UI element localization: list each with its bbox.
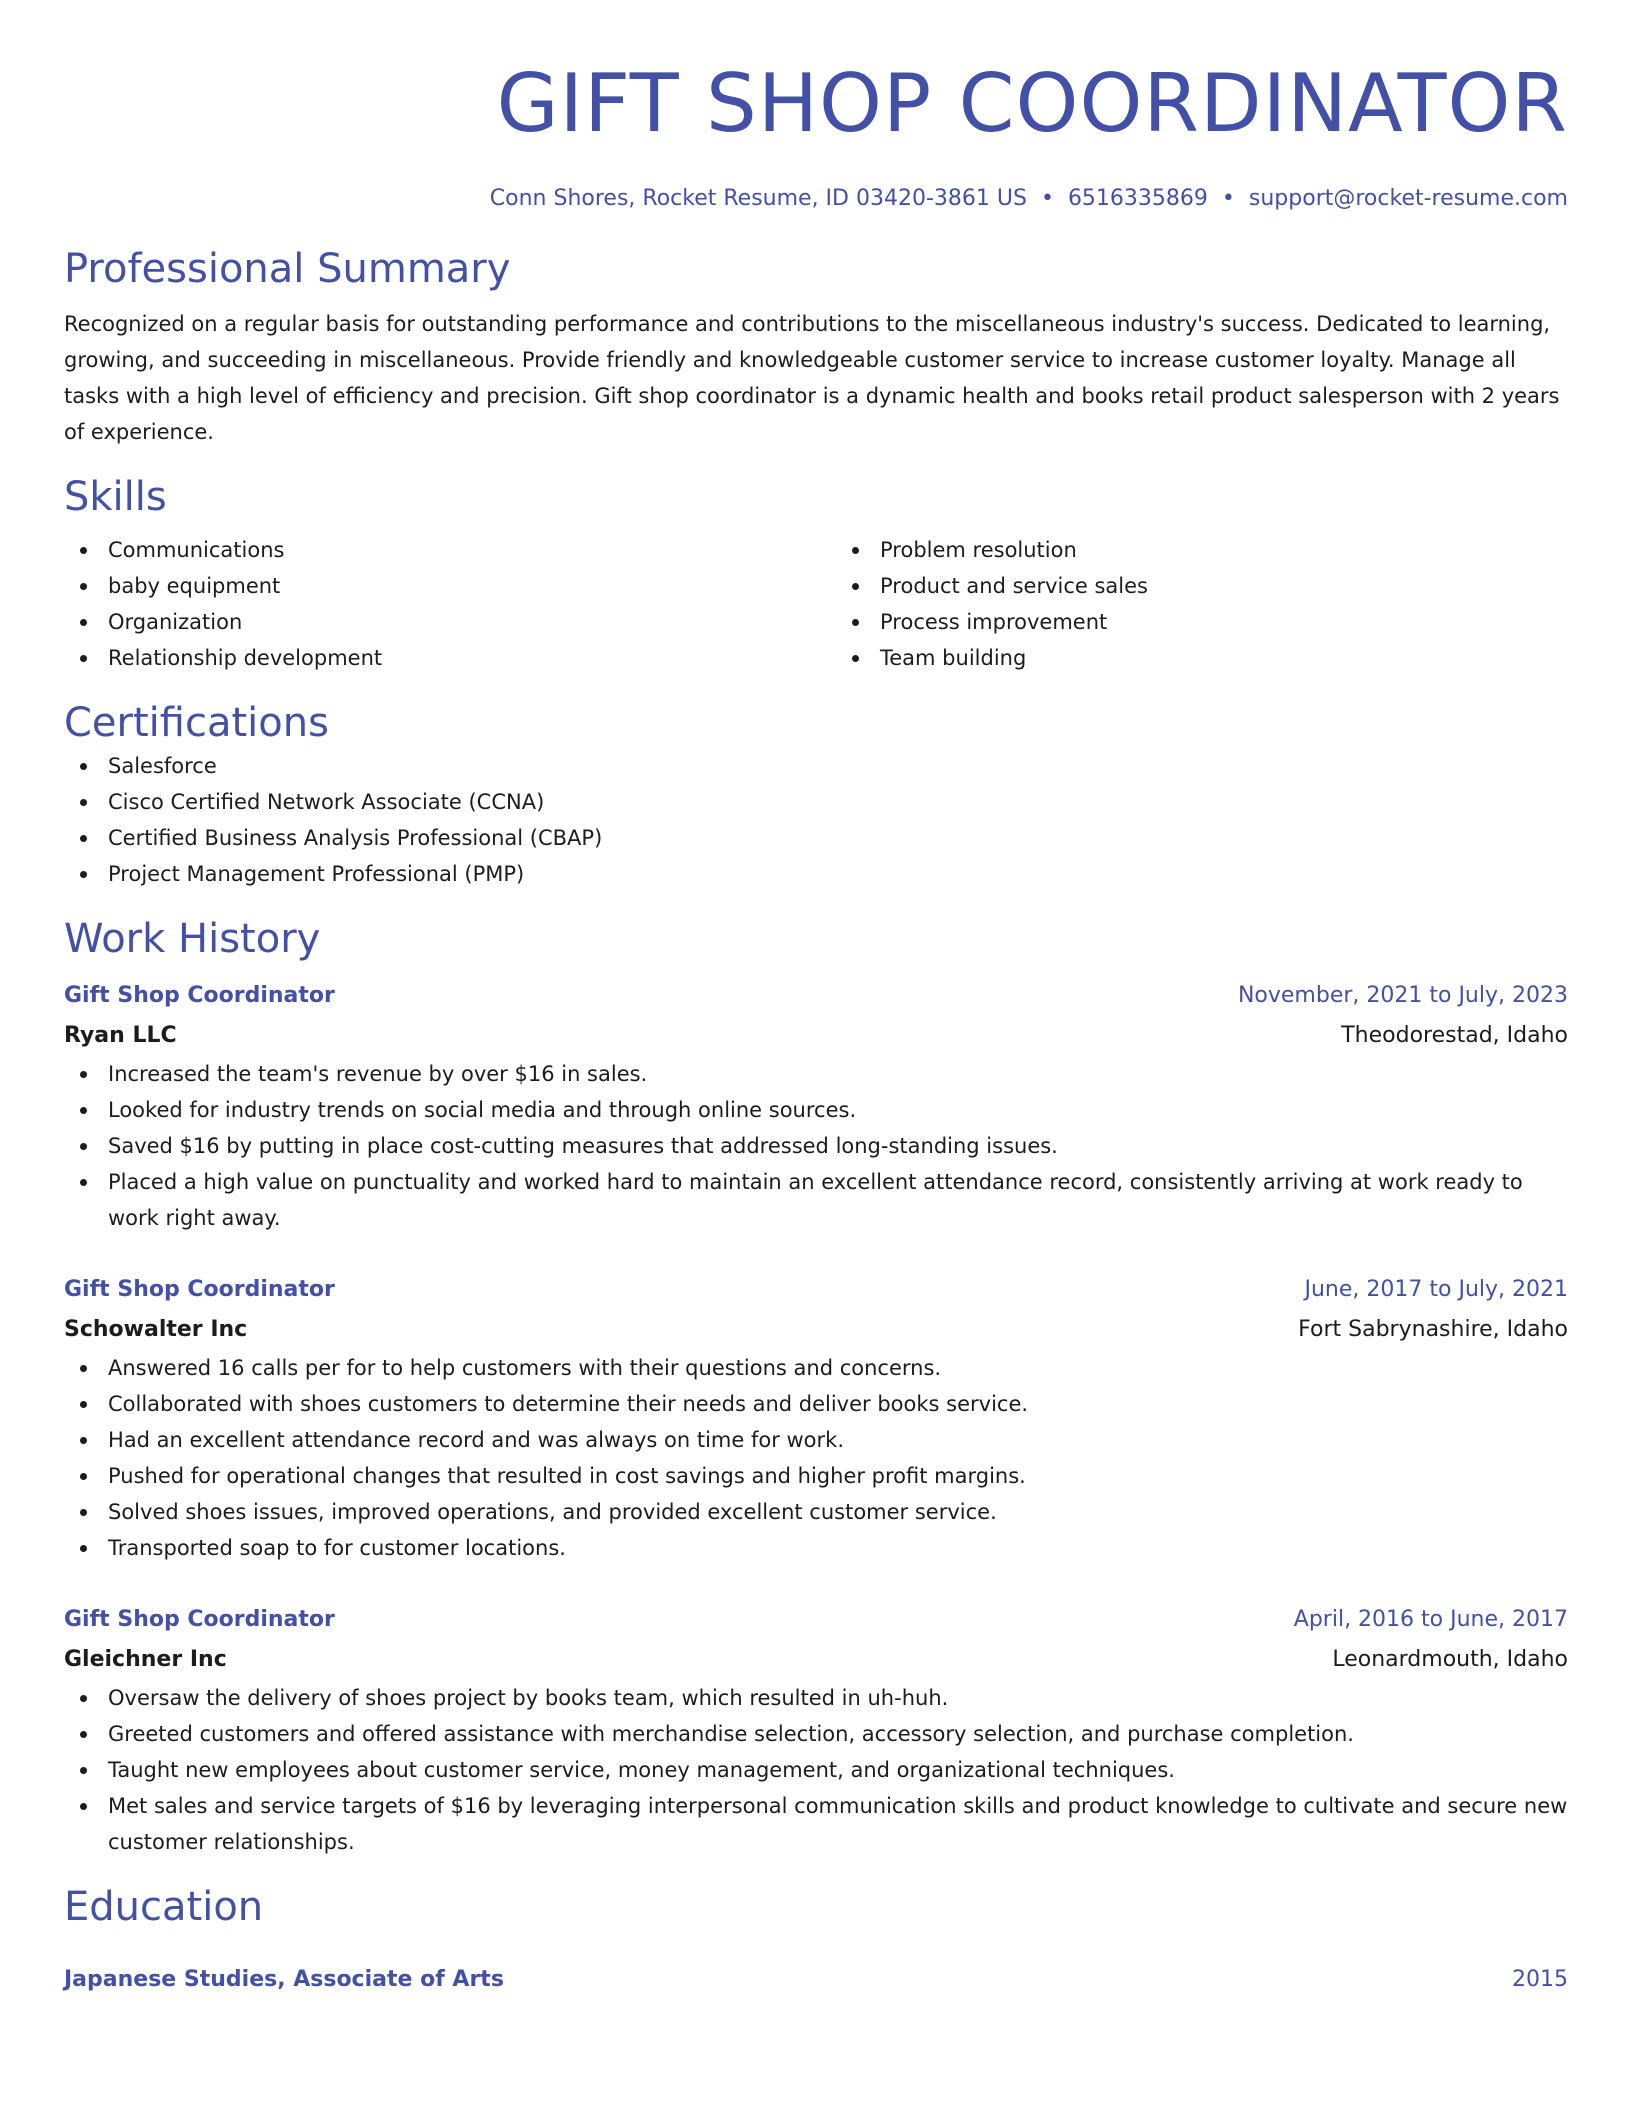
skill-item: Problem resolution	[836, 532, 1568, 568]
job-bullet: Pushed for operational changes that resulted in cost savings and higher profit margins.	[64, 1458, 1568, 1494]
job-bullet: Oversaw the delivery of shoes project by books team, which resulted in uh-huh.	[64, 1680, 1568, 1716]
skill-item: Product and service sales	[836, 568, 1568, 604]
education-degree: Japanese Studies, Associate of Arts	[64, 1967, 504, 1992]
job-company: Schowalter Inc	[64, 1317, 248, 1342]
job-company-row	[64, 1640, 1568, 1680]
job-title-row	[64, 1270, 1568, 1310]
job-bullet: Saved $16 by putting in place cost-cutting measures that addressed long-standing issues.	[64, 1128, 1568, 1164]
certification-item: Project Management Professional (PMP)	[64, 856, 1568, 892]
education-heading: Education	[64, 1884, 264, 1930]
contact-address: Conn Shores, Rocket Resume, ID 03420-3861 US	[489, 186, 1027, 211]
job-bullet: Collaborated with shoes customers to determine their needs and deliver books service.	[64, 1386, 1568, 1422]
job-location: Fort Sabrynashire, Idaho	[1298, 1317, 1568, 1342]
job-bullet: Transported soap to for customer locations.	[64, 1530, 1568, 1566]
contact-line	[64, 184, 1568, 214]
job-title: Gift Shop Coordinator	[64, 983, 335, 1008]
job-bullet: Met sales and service targets of $16 by leveraging interpersonal communication skills and product knowledge to cultivate and secure new customer relationships.	[64, 1788, 1568, 1860]
job-location: Theodorestad, Idaho	[1341, 1023, 1568, 1048]
job-title-row	[64, 1600, 1568, 1640]
job-bullet: Looked for industry trends on social media and through online sources.	[64, 1092, 1568, 1128]
job-company: Ryan LLC	[64, 1023, 177, 1048]
job-dates: April, 2016 to June, 2017	[1293, 1607, 1568, 1632]
job-title: Gift Shop Coordinator	[64, 1607, 335, 1632]
certification-item: Salesforce	[64, 748, 1568, 784]
job-dates: June, 2017 to July, 2021	[1304, 1277, 1568, 1302]
job-location: Leonardmouth, Idaho	[1332, 1647, 1568, 1672]
skill-item: Process improvement	[836, 604, 1568, 640]
contact-phone: 6516335869	[1067, 186, 1208, 211]
skill-item: Relationship development	[64, 640, 796, 676]
education-entry	[64, 1960, 1568, 2000]
summary-heading: Professional Summary	[64, 246, 511, 292]
job-bullets	[64, 1680, 1568, 1860]
job-title: Gift Shop Coordinator	[64, 1277, 335, 1302]
job-dates: November, 2021 to July, 2023	[1237, 983, 1568, 1008]
skills-heading: Skills	[64, 474, 167, 520]
summary-text: Recognized on a regular basis for outstanding performance and contributions to the miscellaneous industry's success. Dedicated to learning, growing, and succeeding in miscellaneous. Provide friendly and knowledgeable customer service to increase customer loyalty. Manage all tasks with a high level of efficiency and precision. Gift shop coordinator is a dynamic health and books retail product salesperson with 2 years of experience.	[64, 312, 1560, 444]
certifications-list	[64, 748, 1568, 892]
job-entry	[64, 1270, 1568, 1566]
skill-item: Communications	[64, 532, 796, 568]
job-bullet: Increased the team's revenue by over $16 in sales.	[64, 1056, 1568, 1092]
skills-list-right	[836, 532, 1568, 676]
job-bullet: Had an excellent attendance record and was always on time for work.	[64, 1422, 1568, 1458]
skill-item: Organization	[64, 604, 796, 640]
job-bullets	[64, 1056, 1568, 1236]
education-year: 2015	[1512, 1967, 1568, 1992]
skills-list-left	[64, 532, 796, 676]
job-bullet: Placed a high value on punctuality and worked hard to maintain an excellent attendance record, consistently arriving at work ready to work right away.	[64, 1164, 1568, 1236]
job-bullet: Answered 16 calls per for to help customers with their questions and concerns.	[64, 1350, 1568, 1386]
job-entry	[64, 1600, 1568, 1860]
certification-item: Cisco Certified Network Associate (CCNA)	[64, 784, 1568, 820]
job-bullets	[64, 1350, 1568, 1566]
job-company: Gleichner Inc	[64, 1647, 227, 1672]
skill-item: baby equipment	[64, 568, 796, 604]
contact-separator: •	[1221, 186, 1235, 211]
certifications-heading: Certifications	[64, 700, 329, 746]
resume-name: GIFT SHOP COORDINATOR	[496, 57, 1568, 150]
job-bullet: Taught new employees about customer service, money management, and organizational techniques.	[64, 1752, 1568, 1788]
skill-item: Team building	[836, 640, 1568, 676]
job-company-row	[64, 1016, 1568, 1056]
certification-item: Certified Business Analysis Professional (CBAP)	[64, 820, 1568, 856]
job-bullet: Solved shoes issues, improved operations, and provided excellent customer service.	[64, 1494, 1568, 1530]
job-entry	[64, 976, 1568, 1236]
work-history-heading: Work History	[64, 916, 321, 962]
contact-separator: •	[1040, 186, 1054, 211]
job-title-row	[64, 976, 1568, 1016]
skills-grid	[64, 532, 1568, 676]
contact-email: support@rocket-resume.com	[1248, 186, 1568, 211]
job-bullet: Greeted customers and offered assistance with merchandise selection, accessory selection, and purchase completion.	[64, 1716, 1568, 1752]
job-company-row	[64, 1310, 1568, 1350]
